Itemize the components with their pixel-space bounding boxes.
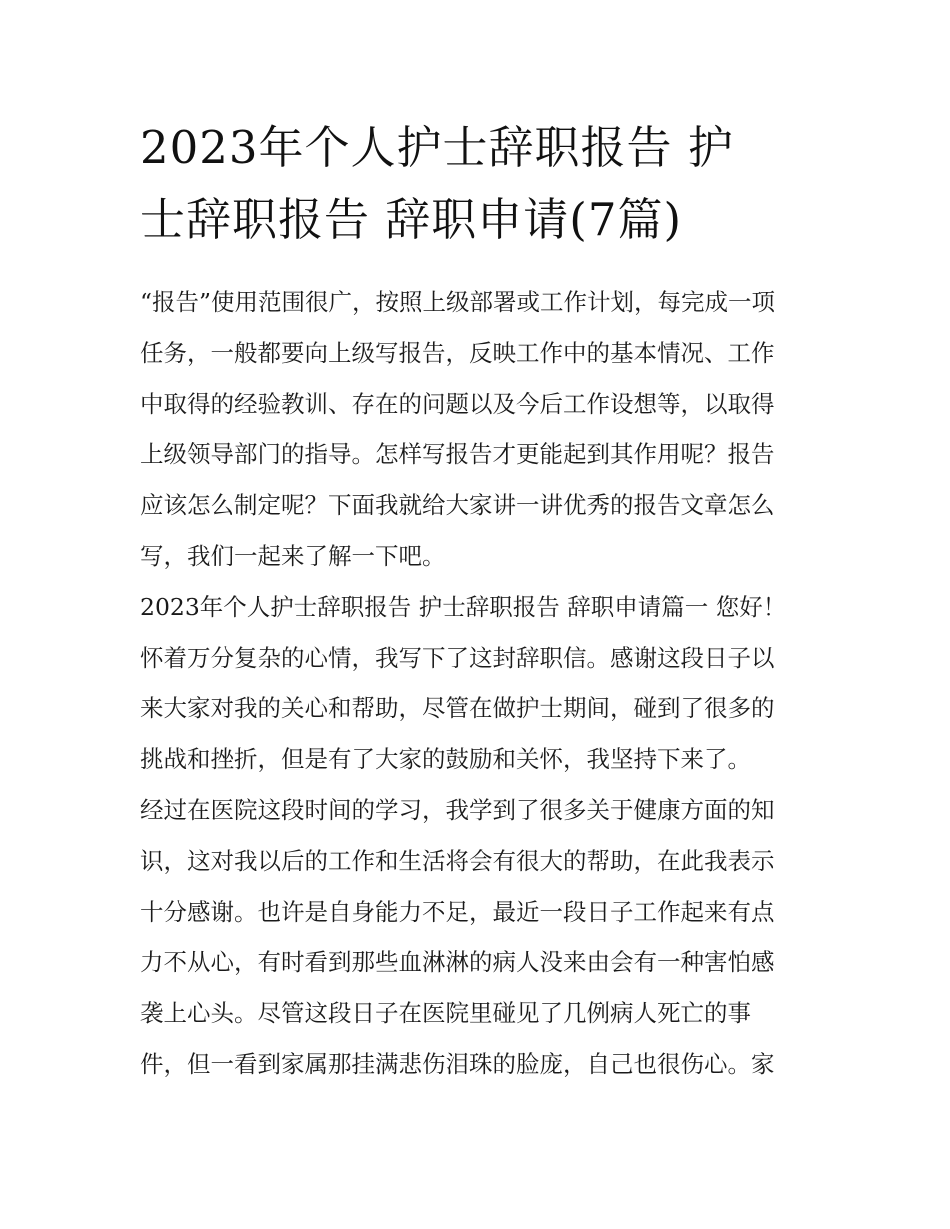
body-line: 来大家对我的关心和帮助，尽管在做护士期间，碰到了很多的 (140, 694, 775, 723)
body-line: 十分感谢。也许是自身能力不足，最近一段日子工作起来有点 (140, 897, 775, 926)
document-body (140, 277, 815, 1090)
body-line: 写，我们一起来了解一下吧。 (140, 541, 446, 570)
body-line: 识，这对我以后的工作和生活将会有很大的帮助，在此我表示 (140, 846, 775, 875)
body-line: 挑战和挫折，但是有了大家的鼓励和关怀，我坚持下来了。 (140, 745, 751, 774)
body-line: 上级领导部门的指导。怎样写报告才更能起到其作用呢？报告 (140, 440, 775, 469)
title-line: 2023年个人护士辞职报告 护 (140, 121, 734, 174)
body-line: 经过在医院这段时间的学习，我学到了很多关于健康方面的知 (140, 795, 775, 824)
body-line: 力不从心，有时看到那些血淋淋的病人没来由会有一种害怕感 (140, 948, 775, 977)
body-line: 任务，一般都要向上级写报告，反映工作中的基本情况、工作 (140, 338, 775, 367)
body-line: 怀着万分复杂的心情，我写下了这封辞职信。感谢这段日子以 (140, 643, 775, 672)
body-line: 2023年个人护士辞职报告 护士辞职报告 辞职申请篇一 您好！ (140, 592, 787, 621)
body-line: 应该怎么制定呢？下面我就给大家讲一讲优秀的报告文章怎么 (140, 491, 775, 520)
body-line: 件，但一看到家属那挂满悲伤泪珠的脸庞，自己也很伤心。家 (140, 1049, 775, 1078)
body-line: 中取得的经验教训、存在的问题以及今后工作设想等，以取得 (140, 389, 775, 418)
body-line: 袭上心头。尽管这段日子在医院里碰见了几例病人死亡的事 (140, 999, 751, 1028)
title-line: 士辞职报告 辞职申请(7篇) (140, 193, 683, 246)
body-line: “报告”使用范围很广，按照上级部署或工作计划，每完成一项 (140, 288, 776, 316)
document-title (140, 112, 820, 256)
